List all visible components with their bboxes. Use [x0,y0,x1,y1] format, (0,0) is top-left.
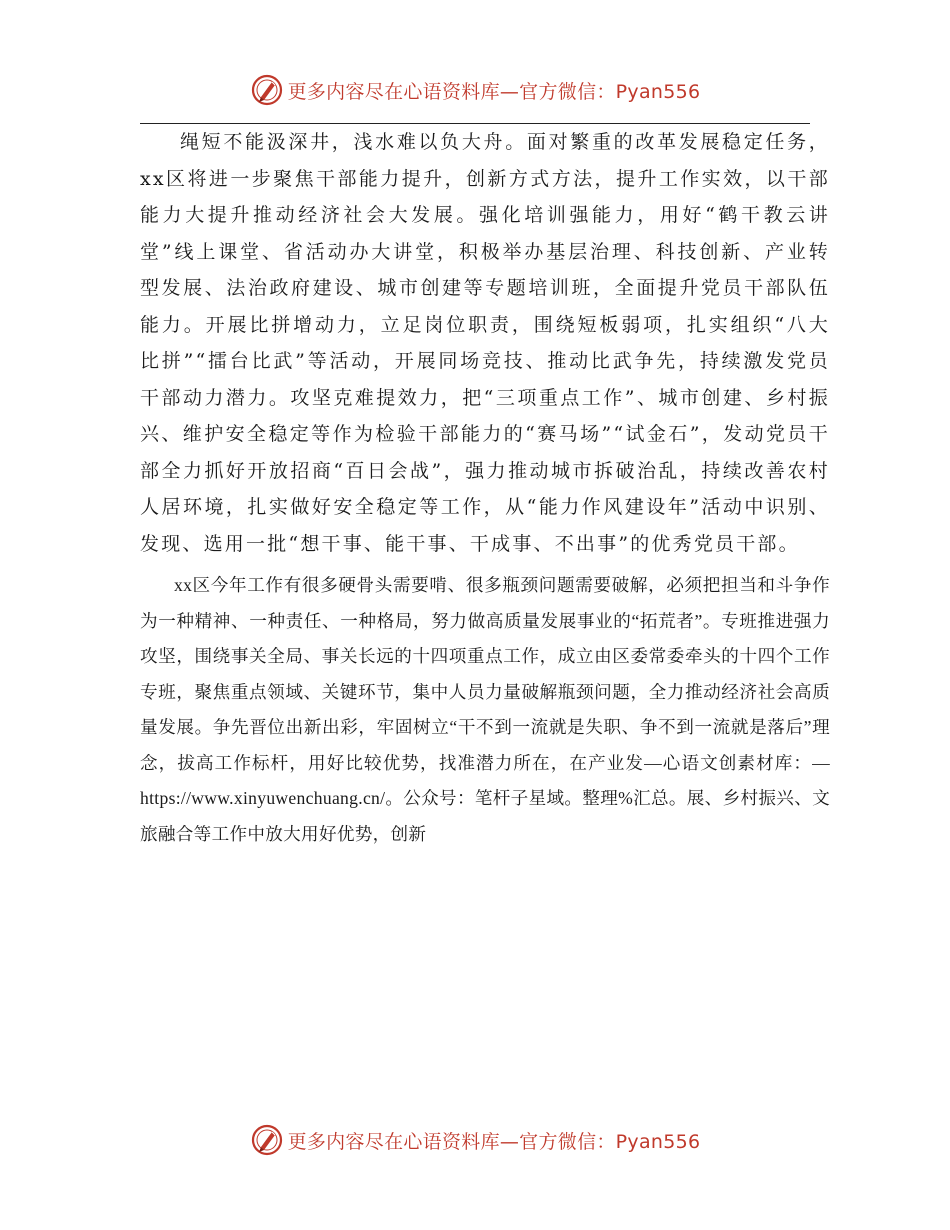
header-banner-text: 更多内容尽在心语资料库—官方微信：Pyan556 [287,80,701,103]
footer-banner-text: 更多内容尽在心语资料库—官方微信：Pyan556 [287,1130,701,1153]
document-body [140,124,830,852]
header-banner [0,70,950,110]
footer-banner [0,1120,950,1160]
paragraph-1: 绳短不能汲深井，浅水难以负大舟。面对繁重的改革发展稳定任务，xx区将进一步聚焦干部能力提升，创新方式方法，提升工作实效，以干部能力大提升推动经济社会大发展。强化培训强能力，用好“鹤干教云讲堂”线上课堂、省活动办大讲堂，积极举办基层治理、科技创新、产业转型发展、法治政府建设、城市创建等专题培训班，全面提升党员干部队伍能力。开展比拼增动力，立足岗位职责，围绕短板弱项，扎实组织“八大比拼”“擂台比武”等活动，开展同场竞技、推动比武争先，持续激发党员干部动力潜力。攻坚克难提效力，把“三项重点工作”、城市创建、乡村振兴、维护安全稳定等作为检验干部能力的“赛马场”“试金石”，发动党员干部全力抓好开放招商“百日会战”，强力推动城市拆破治乱，持续改善农村人居环境，扎实做好安全稳定等工作，从“能力作风建设年”活动中识别、发现、选用一批“想干事、能干事、干成事、不出事”的优秀党员干部。 [140,131,830,555]
pen-nib-seal-icon [250,73,284,107]
pen-nib-seal-icon [250,1123,284,1157]
paragraph-2: xx区今年工作有很多硬骨头需要啃、很多瓶颈问题需要破解，必须把担当和斗争作为一种精神、一种责任、一种格局，努力做高质量发展事业的“拓荒者”。专班推进强力攻坚，围绕事关全局、事关长远的十四项重点工作，成立由区委常委牵头的十四个工作专班，聚焦重点领域、关键环节，集中人员力量破解瓶颈问题，全力推动经济社会高质量发展。争先晋位出新出彩，牢固树立“干不到一流就是失职、争不到一流就是落后”理念，拔高工作标杆，用好比较优势，找准潜力所在，在产业发—心语文创素材库：—https://www.xinyuwenchuang.cn/。公众号：笔杆子星域。整理%汇总。展、乡村振兴、文旅融合等工作中放大用好优势，创新 [140,575,830,844]
